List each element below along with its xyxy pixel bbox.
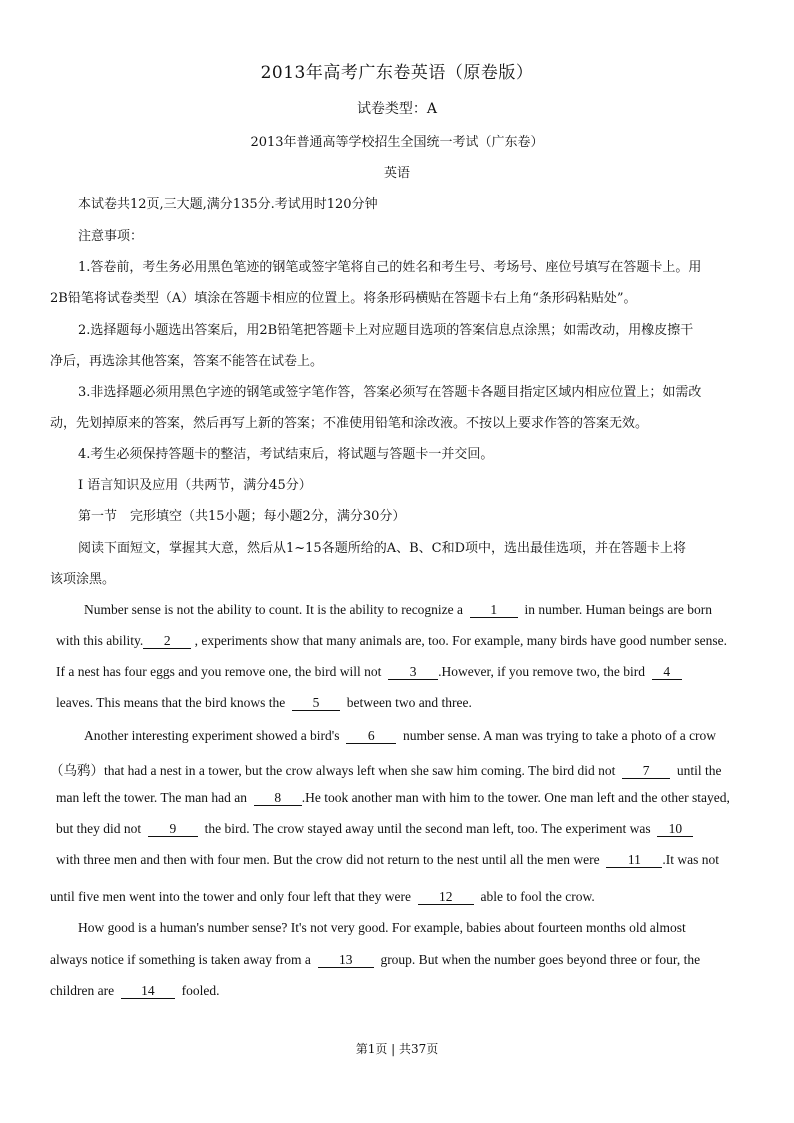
instruction-3-line-2: 动，先划掉原来的答案，然后再写上新的答案；不准使用铅笔和涂改液。不按以上要求作答的答案无效。 bbox=[50, 416, 649, 431]
passage-line: man left the tower. The man had an 8 .He took another man with him to the tower. One man left and the other stayed, bbox=[56, 790, 730, 805]
paper-type: 试卷类型：A bbox=[356, 101, 438, 117]
blank-8: 8 bbox=[254, 791, 302, 806]
passage-line: until five men went into the tower and only four left that they were 12 able to fool the crow. bbox=[50, 889, 595, 904]
instruction-3-line-1: 3.非选择题必须用黑色字迹的钢笔或签字笔作答，答案必须写在答题卡各题目指定区域内相应位置上；如需改 bbox=[78, 385, 702, 400]
instruction-2-line-1: 2.选择题每小题选出答案后，用2B铅笔把答题卡上对应题目选项的答案信息点涂黑；如需改动，用橡皮擦干 bbox=[78, 323, 694, 338]
subject: 英语 bbox=[383, 166, 410, 181]
page-number: 第1页 | 共37页 bbox=[355, 1042, 439, 1056]
notice-title: 注意事项： bbox=[78, 229, 144, 244]
instruction-1-line-2: 2B铅笔将试卷类型（A）填涂在答题卡相应的位置上。将条形码横贴在答题卡右上角“条形码粘贴处”。 bbox=[50, 291, 637, 306]
blank-5: 5 bbox=[292, 696, 340, 711]
exam-name: 2013年普通高等学校招生全国统一考试（广东卷） bbox=[250, 135, 544, 150]
passage-line: always notice if something is taken away from a 13 group. But when the number goes beyond three or four, the bbox=[50, 952, 701, 967]
blank-3: 3 bbox=[388, 665, 438, 680]
blank-12: 12 bbox=[418, 890, 474, 905]
blank-1: 1 bbox=[470, 603, 518, 618]
instruction-2-line-2: 净后，再选涂其他答案，答案不能答在试卷上。 bbox=[50, 354, 324, 369]
blank-14: 14 bbox=[121, 984, 175, 999]
passage-line: If a nest has four eggs and you remove one, the bird will not 3 .However, if you remove two, the bird 4 bbox=[56, 664, 682, 680]
instruction-4: 4.考生必须保持答题卡的整洁，考试结束后，将试题与答题卡一并交回。 bbox=[78, 447, 494, 462]
document-title: 2013年高考广东卷英语（原卷版） bbox=[260, 63, 534, 83]
passage-line: （乌鸦）that had a nest in a tower, but the crow always left when she saw him coming. The bird did not 7 until the bbox=[50, 763, 722, 778]
blank-9: 9 bbox=[148, 822, 198, 837]
part-1-subheading: 第一节 完形填空（共15小题；每小题2分，满分30分） bbox=[78, 509, 406, 524]
blank-13: 13 bbox=[318, 953, 374, 968]
passage-line: with three men and then with four men. But the crow did not return to the nest until all the men were 11 .It was not bbox=[56, 852, 719, 867]
blank-2: 2 bbox=[143, 634, 191, 649]
directions-line-1: 阅读下面短文，掌握其大意，然后从1~15各题所给的A、B、C和D项中，选出最佳选项，并在答题卡上将 bbox=[78, 541, 687, 556]
directions-line-2: 该项涂黑。 bbox=[50, 572, 116, 587]
part-1-heading: I 语言知识及应用（共两节，满分45分） bbox=[78, 478, 312, 493]
passage-line: Another interesting experiment showed a bird's 6 number sense. A man was trying to take a photo of a crow bbox=[84, 728, 717, 743]
passage-line: How good is a human's number sense? It's not very good. For example, babies about fourteen months old almost bbox=[78, 920, 686, 935]
instruction-1-line-1: 1.答卷前，考生务必用黑色笔迹的钢笔或签字笔将自己的姓名和考生号、考场号、座位号填写在答题卡上。用 bbox=[78, 260, 702, 275]
intro-text: 本试卷共12页,三大题,满分135分.考试用时120分钟 bbox=[78, 197, 378, 212]
blank-4: 4 bbox=[652, 665, 682, 680]
passage-line: Number sense is not the ability to count. It is the ability to recognize a 1 in number. Human beings are born bbox=[84, 602, 713, 617]
blank-6: 6 bbox=[346, 729, 396, 744]
blank-11: 11 bbox=[606, 853, 662, 868]
passage-line: children are 14 fooled. bbox=[50, 983, 220, 998]
passage-line: leaves. This means that the bird knows the 5 between two and three. bbox=[56, 695, 472, 710]
passage-line: with this ability. 2 , experiments show that many animals are, too. For example, many birds have good number sense. bbox=[56, 633, 727, 648]
blank-10: 10 bbox=[657, 822, 693, 837]
passage-line: but they did not 9 the bird. The crow stayed away until the second man left, too. The experiment was 10 bbox=[56, 821, 693, 837]
blank-7: 7 bbox=[622, 764, 670, 779]
